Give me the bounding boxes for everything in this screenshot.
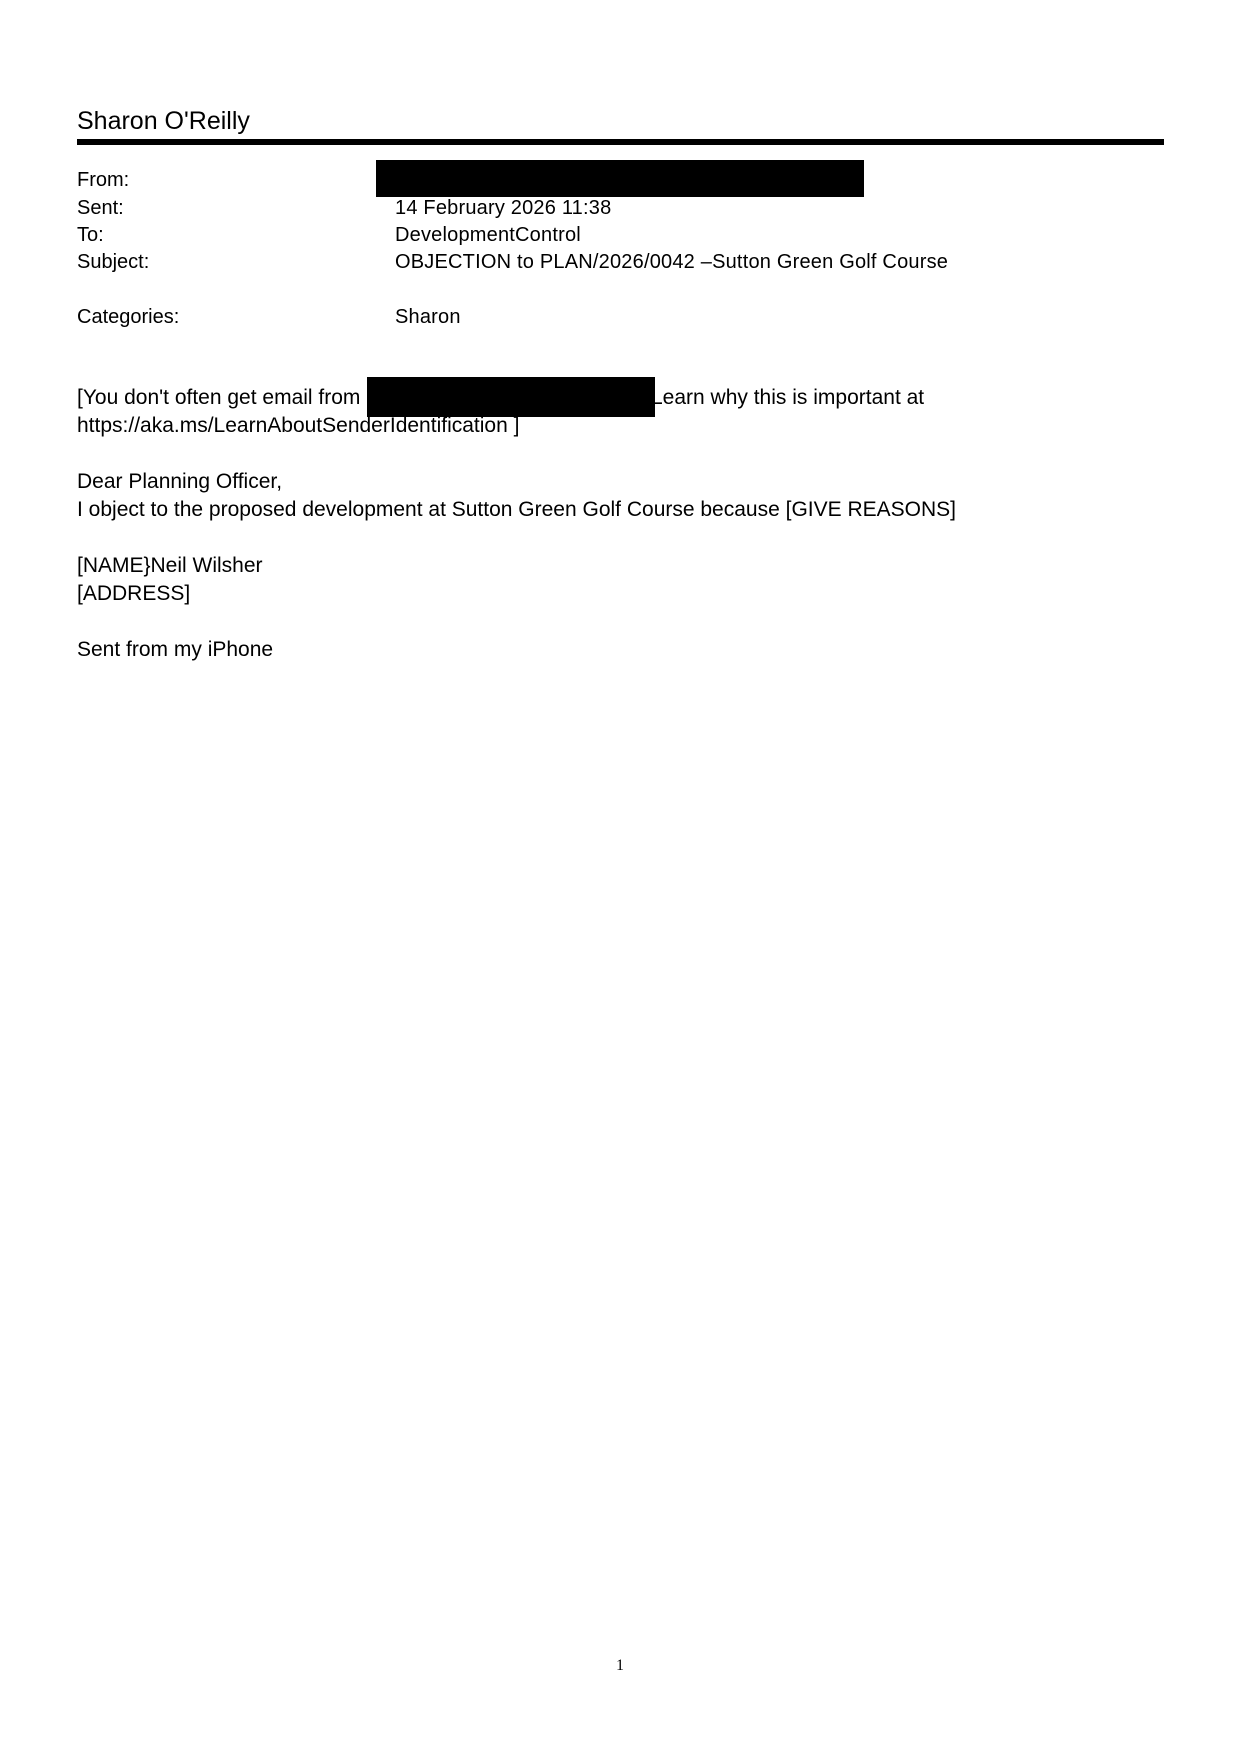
- categories-value: Sharon: [395, 306, 461, 328]
- categories-label: Categories:: [77, 306, 180, 328]
- sent-label: Sent:: [77, 197, 124, 219]
- sender-warning-suffix: Learn why this is important at: [651, 386, 925, 409]
- subject-label: Subject:: [77, 251, 150, 273]
- to-label: To:: [77, 224, 104, 246]
- page-title: Sharon O'Reilly: [77, 107, 250, 135]
- title-divider: [77, 139, 1164, 145]
- sender-identification-link[interactable]: https://aka.ms/LearnAboutSenderIdentification ]: [77, 414, 520, 437]
- from-label: From:: [77, 169, 130, 191]
- subject-value: OBJECTION to PLAN/2026/0042 –Sutton Green Golf Course: [395, 251, 949, 273]
- objection-text: I object to the proposed development at Sutton Green Golf Course because [GIVE REASONS]: [77, 498, 956, 521]
- to-value: DevelopmentControl: [395, 224, 581, 246]
- page-number: 1: [616, 1657, 624, 1674]
- address-line: [ADDRESS]: [77, 582, 191, 605]
- from-redaction-box: [376, 160, 864, 197]
- name-line: [NAME}Neil Wilsher: [77, 554, 263, 577]
- sent-value: 14 February 2026 11:38: [395, 197, 612, 219]
- email-signature: Sent from my iPhone: [77, 638, 274, 661]
- sender-warning-prefix: [You don't often get email from: [77, 386, 361, 409]
- salutation: Dear Planning Officer,: [77, 470, 283, 493]
- sender-email-redaction-box: [367, 377, 655, 417]
